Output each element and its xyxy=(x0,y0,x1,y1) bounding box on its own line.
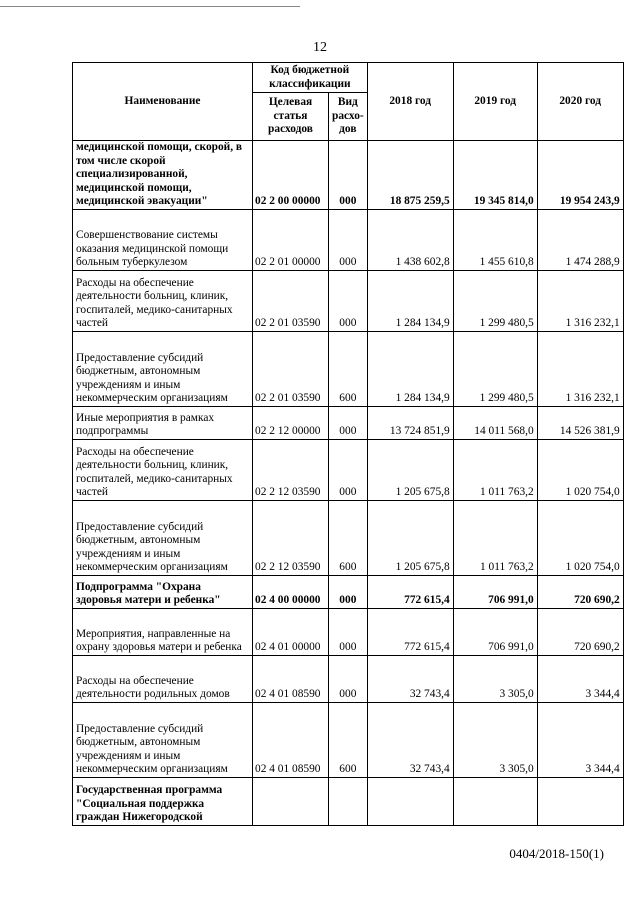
row-2018: 1 205 675,8 xyxy=(367,439,453,500)
row-2018: 1 284 134,9 xyxy=(367,331,453,406)
row-code: 02 4 01 08590 xyxy=(253,702,329,777)
row-name: Мероприятия, направленные на охрану здоровья матери и ребенка xyxy=(73,608,253,655)
row-type: 000 xyxy=(329,575,368,608)
row-code: 02 4 00 00000 xyxy=(253,575,329,608)
row-2018: 1 205 675,8 xyxy=(367,500,453,575)
table-row xyxy=(73,141,624,210)
row-name: Государственная программа "Социальная поддержка граждан Нижегородской xyxy=(73,777,253,825)
header-code-group: Код бюджетной классификации xyxy=(253,63,368,93)
row-2020: 1 474 288,9 xyxy=(537,209,623,270)
table-row xyxy=(73,500,624,575)
row-2018: 13 724 851,9 xyxy=(367,406,453,439)
row-code: 02 2 12 00000 xyxy=(253,406,329,439)
table-row xyxy=(73,608,624,655)
header-2020: 2020 год xyxy=(537,63,623,141)
row-2019: 1 455 610,8 xyxy=(453,209,537,270)
header-expense-type: Вид расхо-дов xyxy=(329,93,368,141)
row-type: 000 xyxy=(329,406,368,439)
scan-edge-line xyxy=(0,6,300,7)
row-code: 02 2 12 03590 xyxy=(253,500,329,575)
table-row xyxy=(73,702,624,777)
row-name: Предоставление субсидий бюджетным, автономным учреждениям и иным некоммерческим организациям xyxy=(73,331,253,406)
row-type: 600 xyxy=(329,500,368,575)
row-2018: 18 875 259,5 xyxy=(367,141,453,210)
table-row xyxy=(73,655,624,702)
row-2020: 1 316 232,1 xyxy=(537,270,623,331)
row-name: Совершенствование системы оказания медицинской помощи больным туберкулезом xyxy=(73,209,253,270)
row-2019: 1 011 763,2 xyxy=(453,500,537,575)
row-2019: 1 299 480,5 xyxy=(453,270,537,331)
budget-table xyxy=(72,62,624,826)
header-2018: 2018 год xyxy=(367,63,453,141)
row-2020: 1 316 232,1 xyxy=(537,331,623,406)
row-2018: 772 615,4 xyxy=(367,575,453,608)
row-2018: 1 284 134,9 xyxy=(367,270,453,331)
row-name: Расходы на обеспечение деятельности родильных домов xyxy=(73,655,253,702)
row-code: 02 2 12 03590 xyxy=(253,439,329,500)
row-name: медицинской помощи, скорой, в том числе скорой специализированной, медицинской помощи, медицинской эвакуации" xyxy=(73,141,253,210)
row-2020: 3 344,4 xyxy=(537,655,623,702)
row-type: 000 xyxy=(329,270,368,331)
row-2019 xyxy=(453,777,537,825)
row-name: Предоставление субсидий бюджетным, автономным учреждениям и иным некоммерческим организациям xyxy=(73,500,253,575)
row-2020 xyxy=(537,777,623,825)
header-name: Наименование xyxy=(73,63,253,141)
document-code: 0404/2018-150(1) xyxy=(509,846,604,861)
row-2019: 706 991,0 xyxy=(453,608,537,655)
page-number: 12 xyxy=(313,40,327,55)
row-2019: 1 299 480,5 xyxy=(453,331,537,406)
row-2020: 1 020 754,0 xyxy=(537,500,623,575)
table-body xyxy=(73,141,624,826)
row-2019: 706 991,0 xyxy=(453,575,537,608)
row-2020: 720 690,2 xyxy=(537,608,623,655)
row-code: 02 2 00 00000 xyxy=(253,141,329,210)
row-2020: 1 020 754,0 xyxy=(537,439,623,500)
row-2019: 3 305,0 xyxy=(453,702,537,777)
row-2020: 19 954 243,9 xyxy=(537,141,623,210)
row-type: 000 xyxy=(329,655,368,702)
row-code: 02 2 01 00000 xyxy=(253,209,329,270)
row-code xyxy=(253,777,329,825)
row-2018: 32 743,4 xyxy=(367,702,453,777)
row-type: 600 xyxy=(329,702,368,777)
header-2019: 2019 год xyxy=(453,63,537,141)
row-2018: 772 615,4 xyxy=(367,608,453,655)
row-type: 000 xyxy=(329,141,368,210)
row-type xyxy=(329,777,368,825)
row-name: Предоставление субсидий бюджетным, автономным учреждениям и иным некоммерческим организациям xyxy=(73,702,253,777)
row-name: Иные мероприятия в рамках подпрограммы xyxy=(73,406,253,439)
table-row xyxy=(73,406,624,439)
row-type: 600 xyxy=(329,331,368,406)
table-row xyxy=(73,270,624,331)
table-row xyxy=(73,331,624,406)
row-2020: 3 344,4 xyxy=(537,702,623,777)
row-code: 02 4 01 00000 xyxy=(253,608,329,655)
row-2020: 14 526 381,9 xyxy=(537,406,623,439)
row-2019: 14 011 568,0 xyxy=(453,406,537,439)
row-2019: 19 345 814,0 xyxy=(453,141,537,210)
row-name: Подпрограмма "Охрана здоровья матери и ребенка" xyxy=(73,575,253,608)
row-code: 02 4 01 08590 xyxy=(253,655,329,702)
row-type: 000 xyxy=(329,608,368,655)
row-type: 000 xyxy=(329,439,368,500)
table-row xyxy=(73,575,624,608)
header-target-article: Целевая статья расходов xyxy=(253,93,329,141)
row-2019: 1 011 763,2 xyxy=(453,439,537,500)
row-2018 xyxy=(367,777,453,825)
table-row xyxy=(73,209,624,270)
row-code: 02 2 01 03590 xyxy=(253,331,329,406)
row-code: 02 2 01 03590 xyxy=(253,270,329,331)
row-2020: 720 690,2 xyxy=(537,575,623,608)
row-2018: 32 743,4 xyxy=(367,655,453,702)
row-name: Расходы на обеспечение деятельности больниц, клиник, госпиталей, медико-санитарных частей xyxy=(73,270,253,331)
table-row xyxy=(73,777,624,825)
row-2018: 1 438 602,8 xyxy=(367,209,453,270)
row-2019: 3 305,0 xyxy=(453,655,537,702)
row-type: 000 xyxy=(329,209,368,270)
table-row xyxy=(73,439,624,500)
row-name: Расходы на обеспечение деятельности больниц, клиник, госпиталей, медико-санитарных частей xyxy=(73,439,253,500)
